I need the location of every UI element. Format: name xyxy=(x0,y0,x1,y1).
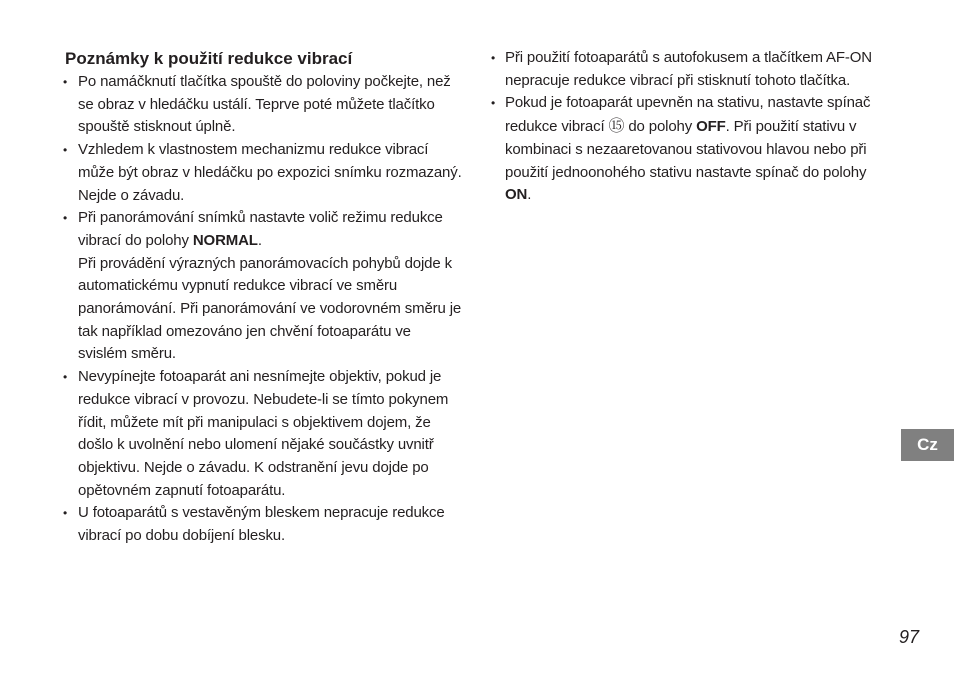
bullet-text: Nevypínejte fotoaparát ani nesnímejte objektiv, pokud je redukce vibrací v provozu. Nebudete-li se tímto pokynem řídit, můžete mít při manipulaci s objektivem dojem, že došlo k uvolnění nebo ulomení nějaké součástky uvnitř objektivu. Nejde o závadu. K odstranění jevu dojde po opětovném zapnutí fotoaparátu. xyxy=(78,368,449,499)
notes-list-left xyxy=(63,71,463,548)
bullet-text: . Při použití stativu v kombinaci s nezaaretovanou stativovou hlavou nebo při použití jednoonohého stativu nastavte spínač do polohy xyxy=(505,118,867,181)
language-tab: Cz xyxy=(901,429,954,461)
list-item xyxy=(63,139,463,207)
list-item xyxy=(63,366,463,502)
list-item xyxy=(491,92,891,207)
section-heading: Poznámky k použití redukce vibrací xyxy=(65,49,353,68)
list-item xyxy=(63,71,463,139)
bullet-text: Při panorámování snímků nastavte volič režimu redukce vibrací do polohy xyxy=(78,209,443,249)
bullet-continuation: Při provádění výrazných panorámovacích pohybů dojde k automatickému vypnutí redukce vibrací ve směru panorámování. Při panorámování ve vodorovném směru je tak například omezováno jen chvění fotoaparátu ve svislém směru. xyxy=(78,254,462,363)
page-number: 97 xyxy=(899,627,920,647)
list-item xyxy=(63,502,463,547)
bullet-text: U fotoaparátů s vestavěným bleskem nepracuje redukce vibrací po dobu dobíjení blesku. xyxy=(78,504,445,545)
bullet-text: Pokud je fotoaparát upevněn na stativu, nastavte spínač redukce vibrací xyxy=(505,94,871,136)
list-item xyxy=(63,207,463,366)
list-item xyxy=(491,47,891,92)
right-column xyxy=(491,47,891,207)
bullet-text: Při použití fotoaparátů s autofokusem a tlačítkem AF-ON nepracuje redukce vibrací při stisknutí tohoto tlačítka. xyxy=(505,49,872,89)
switch-on-label: ON xyxy=(505,186,528,204)
notes-list-right xyxy=(491,47,891,207)
bullet-text: do polohy xyxy=(624,118,697,136)
mode-normal-label: NORMAL xyxy=(192,231,258,249)
left-column xyxy=(63,47,463,548)
bullet-text: Vzhledem k vlastnostem mechanizmu redukce vibrací může být obraz v hledáčku po expozici snímku rozmazaný. Nejde o závadu. xyxy=(78,141,462,204)
bullet-text-end: . xyxy=(527,186,532,204)
bullet-text-end: . xyxy=(257,231,262,249)
circled-number-ref: ⑮ xyxy=(608,116,625,136)
bullet-text: Po namáčknutí tlačítka spouště do poloviny počkejte, než se obraz v hledáčku ustálí. Teprve poté můžete tlačítko spouště stisknout úplně. xyxy=(78,73,451,136)
switch-off-label: OFF xyxy=(696,118,726,136)
